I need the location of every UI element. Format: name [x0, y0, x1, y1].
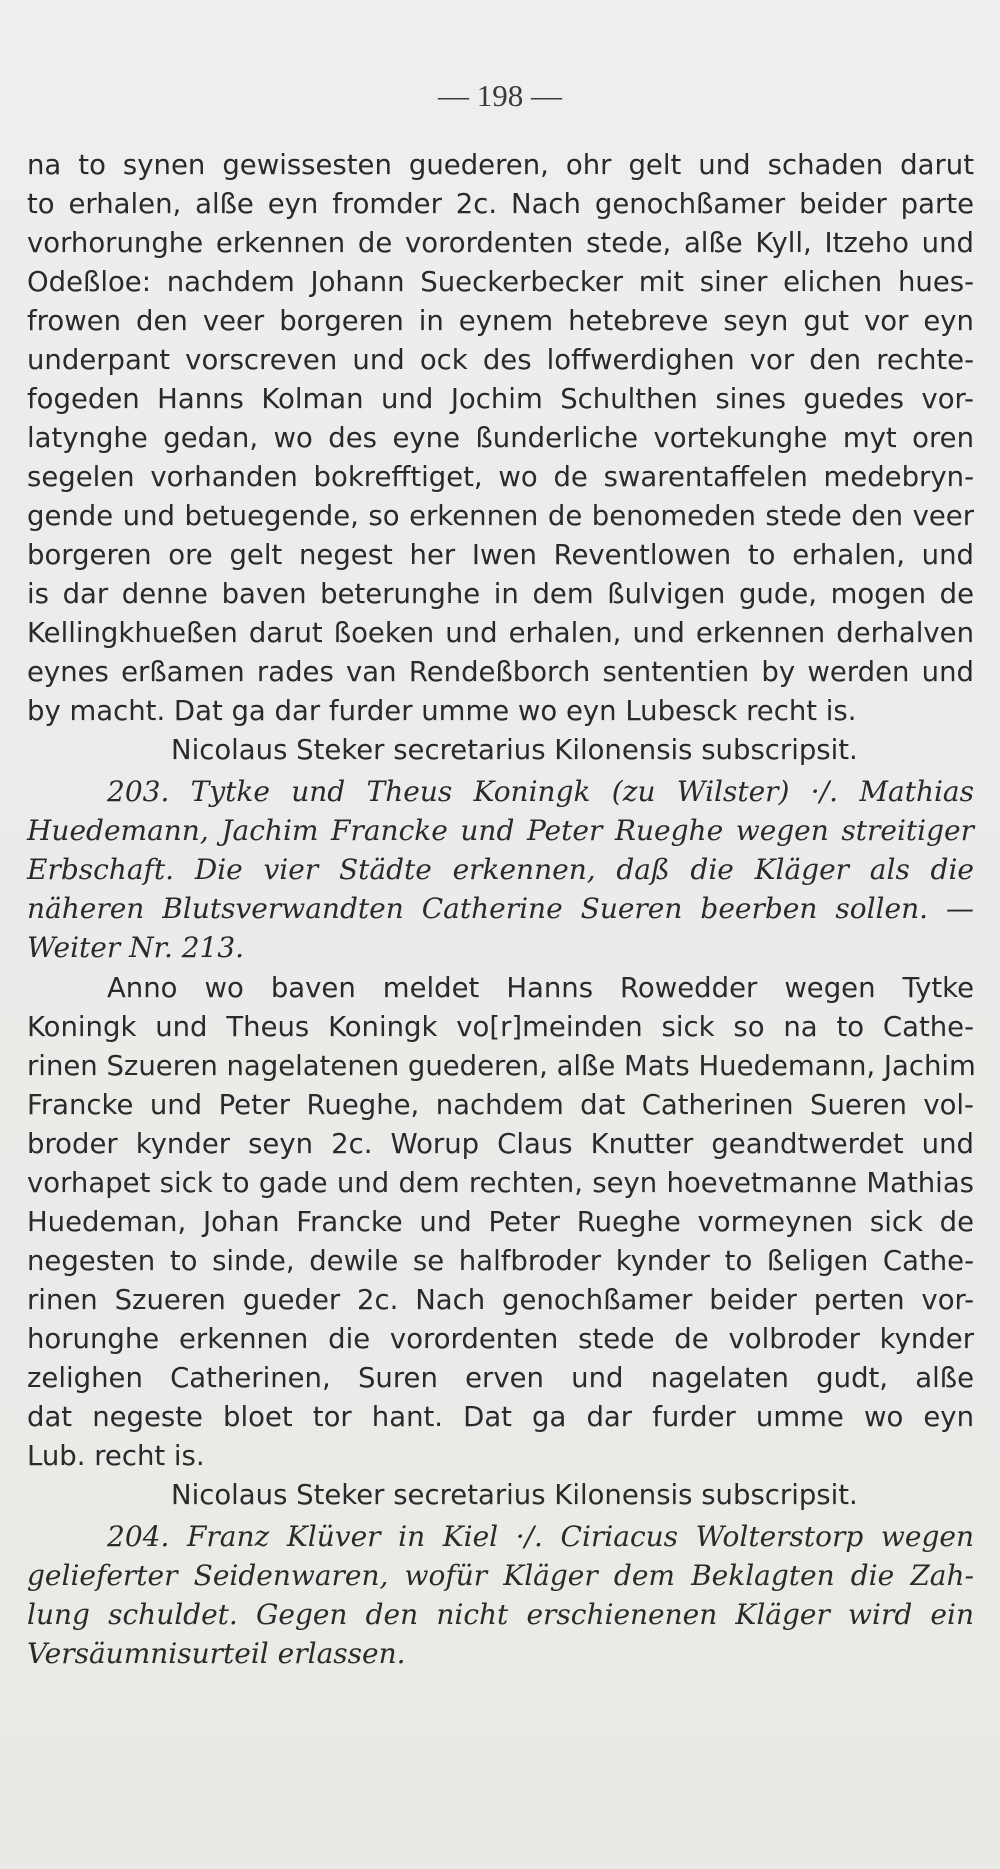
text-line: negesten to sinde, dewile se halfbroder kynder to ßeligen Cathe-: [27, 1245, 974, 1277]
text-line: vorhapet sick to gade und dem rechten, seyn hoevetmanne Mathias: [27, 1167, 974, 1199]
text-line: vorhorunghe erkennen de vorordenten stede, alße Kyll, Itzeho und: [27, 227, 974, 259]
text-line: frowen den veer borgeren in eynem hetebreve seyn gut vor eyn: [27, 305, 974, 337]
text-line: Odeßloe: nachdem Johann Sueckerbecker mit siner elichen hues-: [27, 266, 974, 298]
document-body: [27, 146, 974, 1673]
text-line: underpant vorscreven und ock des loffwerdighen vor den rechte-: [27, 344, 974, 376]
entry-heading-203: Weiter Nr. 213.: [27, 931, 245, 964]
text-line: na to synen gewissesten guederen, ohr gelt und schaden darut: [27, 149, 974, 181]
text-line: latynghe gedan, wo des eyne ßunderliche vortekunghe myt oren: [27, 422, 974, 454]
text-line: Lub. recht is.: [27, 1440, 205, 1472]
entry-heading-204: 204. Franz Klüver in Kiel ·/. Ciriacus Wolterstorp wegen: [107, 1520, 974, 1553]
text-line: horunghe erkennen die vorordenten stede de volbroder kynder: [27, 1323, 974, 1355]
entry-heading-203: 203. Tytke und Theus Koningk (zu Wilster) ·/. Mathias: [107, 775, 974, 808]
signature-line: Nicolaus Steker secretarius Kilonensis subscripsit.: [171, 1479, 858, 1511]
text-line: Koningk und Theus Koningk vo[r]meinden sick so na to Cathe-: [27, 1011, 974, 1043]
text-line: to erhalen, alße eyn fromder 2c. Nach genochßamer beider parte: [27, 188, 974, 220]
text-line: borgeren ore gelt negest her Iwen Reventlowen to erhalen, und: [27, 539, 974, 571]
signature-line: Nicolaus Steker secretarius Kilonensis subscripsit.: [171, 734, 858, 766]
text-line: Francke und Peter Rueghe, nachdem dat Catherinen Sueren vol-: [27, 1089, 974, 1121]
text-line: broder kynder seyn 2c. Worup Claus Knutter geandtwerdet und: [27, 1128, 974, 1160]
text-line: rinen Szueren nagelatenen guederen, alße Mats Huedemann, Jachim: [27, 1050, 976, 1082]
page-number: — 198 —: [438, 78, 562, 113]
entry-heading-204: gelieferter Seidenwaren, wofür Kläger dem Beklagten die Zah-: [27, 1559, 974, 1592]
text-line: is dar denne baven beterunghe in dem ßulvigen gude, mogen de: [27, 578, 974, 610]
entry-heading-203: näheren Blutsverwandten Catherine Sueren beerben sollen. —: [27, 892, 974, 925]
text-line: rinen Szueren gueder 2c. Nach genochßamer beider perten vor-: [27, 1284, 974, 1316]
text-line: gende und betuegende, so erkennen de benomeden stede den veer: [27, 500, 974, 532]
text-line: Anno wo baven meldet Hanns Rowedder wegen Tytke: [107, 972, 974, 1004]
text-line: fogeden Hanns Kolman und Jochim Schulthen sines guedes vor-: [27, 383, 974, 415]
text-line: dat negeste bloet tor hant. Dat ga dar furder umme wo eyn: [27, 1401, 974, 1433]
text-line: Huedeman, Johan Francke und Peter Rueghe vormeynen sick de: [27, 1206, 974, 1238]
text-line: zelighen Catherinen, Suren erven und nagelaten gudt, alße: [27, 1362, 974, 1394]
text-line: Kellingkhueßen darut ßoeken und erhalen, und erkennen derhalven: [27, 617, 974, 649]
entry-heading-203: Huedemann, Jachim Francke und Peter Rueghe wegen streitiger: [27, 814, 974, 847]
entry-heading-204: Versäumnisurteil erlassen.: [27, 1637, 406, 1670]
entry-heading-203: Erbschaft. Die vier Städte erkennen, daß die Kläger als die: [27, 853, 974, 886]
text-line: by macht. Dat ga dar furder umme wo eyn Lubesck recht is.: [27, 695, 857, 727]
text-line: segelen vorhanden bokrefftiget, wo de swarentaffelen medebryn-: [27, 461, 974, 493]
entry-heading-204: lung schuldet. Gegen den nicht erschienenen Kläger wird ein: [27, 1598, 974, 1631]
text-line: eynes erßamen rades van Rendeßborch sententien by werden und: [27, 656, 974, 688]
